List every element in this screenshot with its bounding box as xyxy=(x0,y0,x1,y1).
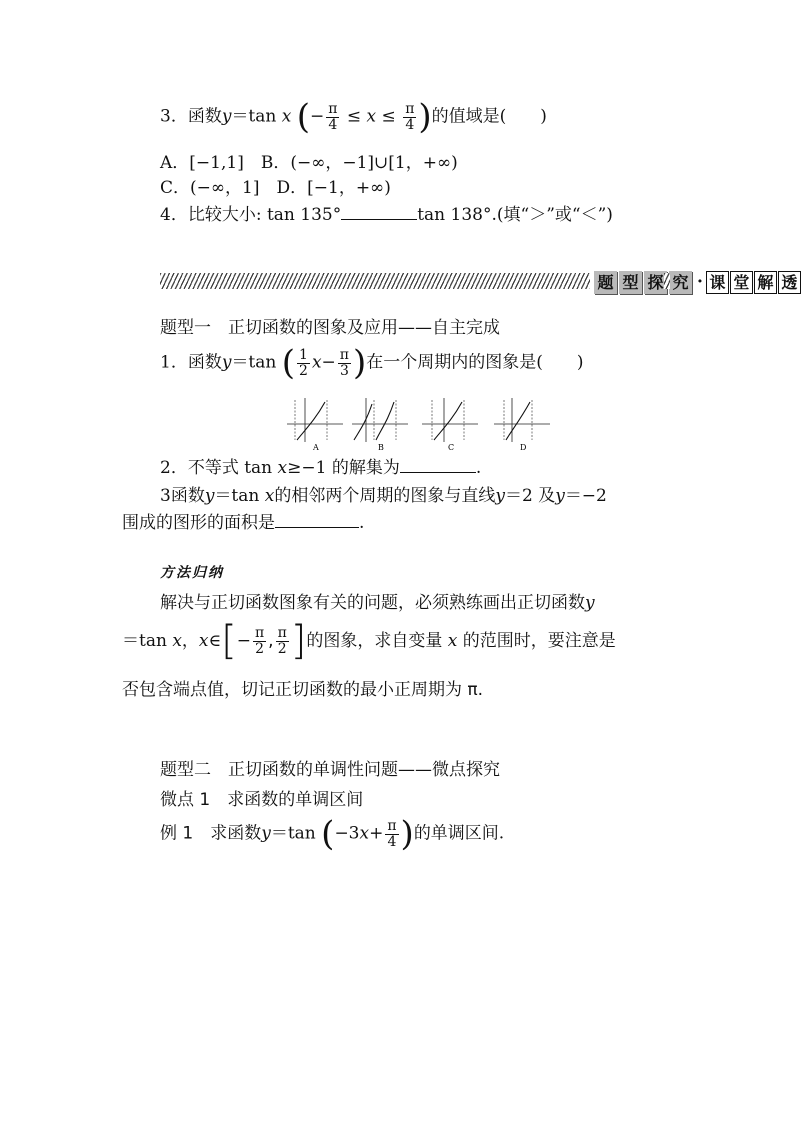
section-banner xyxy=(160,265,798,299)
type1-title: 题型一 正切函数的图象及应用——自主完成 xyxy=(160,318,500,338)
graph-option-c xyxy=(420,396,480,452)
q3-options-line1: A．[−1,1] B．(−∞，−1]∪[1，+∞) xyxy=(160,153,458,173)
answer-blank xyxy=(341,205,417,220)
type1-question-2: 2．不等式 tan x≥−1 的解集为 . xyxy=(160,458,482,478)
example-1: 例 1 求函数y＝tan (−3x+ $\frac{\pi}{4}$ )的单调区间. xyxy=(160,814,505,854)
graph-option-d xyxy=(492,396,552,452)
fraction-pi-over-2: $\frac{\pi}{2}$ xyxy=(277,624,287,657)
type1-question-3-line2: 围成的图形的面积是 . xyxy=(122,513,365,533)
left-paren: ( xyxy=(296,97,311,137)
fraction-pi-over-4: $\frac{\pi}{4}$ xyxy=(387,817,397,850)
fraction-pi-over-4: $\frac{\pi}{4}$ xyxy=(328,100,338,133)
banner-hatch-right xyxy=(664,273,670,289)
banner-title: 题 型 探 究 · 课 堂 解 透 xyxy=(594,265,802,299)
banner-hatch-left xyxy=(160,273,590,289)
method-line1: 解决与正切函数图象有关的问题，必须熟练画出正切函数y xyxy=(160,593,595,613)
graph-label: A xyxy=(313,443,319,452)
question-4: 4．比较大小: tan 135° tan 138°.(填“＞”或“＜”) xyxy=(160,205,613,225)
method-line2: ＝tan x，x∈[− $\frac{\pi}{2}$ , $\frac{\pi}{2}$ ]的图象，求自变量 x 的范围时，要注意是 xyxy=(122,618,616,664)
fraction-pi-over-2: $\frac{\pi}{2}$ xyxy=(254,624,265,657)
type2-subtitle: 微点 1 求函数的单调区间 xyxy=(160,790,364,810)
graph-label: B xyxy=(378,443,384,452)
graph-label: D xyxy=(520,443,527,452)
answer-blank xyxy=(400,458,476,473)
fraction-pi-over-4: $\frac{\pi}{4}$ xyxy=(405,100,415,133)
q3-options-line2: C．(−∞，1] D．[−1，+∞) xyxy=(160,178,391,198)
method-line3: 否包含端点值，切记正切函数的最小正周期为 π. xyxy=(122,680,484,700)
fraction-1-over-2: $\frac{1}{2}$ xyxy=(299,346,308,379)
method-heading: 方法归纳 xyxy=(160,565,224,581)
type2-title: 题型二 正切函数的单调性问题——微点探究 xyxy=(160,760,500,780)
type1-question-1: 1．函数y＝tan ( $\frac{1}{2}$ x− $\frac{\pi}{3}$ )在一个周期内的图象是( ) xyxy=(160,343,584,383)
graph-label: C xyxy=(448,443,455,452)
fraction-pi-over-3: $\frac{\pi}{3}$ xyxy=(339,346,349,379)
right-paren: ) xyxy=(418,97,432,137)
answer-blank xyxy=(275,513,359,528)
type1-question-3-line1: 3函数y＝tan x的相邻两个周期的图象与直线y＝2 及y＝−2 xyxy=(160,486,607,506)
graph-option-a xyxy=(285,396,345,452)
graph-option-b xyxy=(350,396,410,452)
question-3: 3．函数y＝tan x (− $\frac{\pi}{4}$ ≤ x ≤ $\frac{\pi}{4}$ )的值域是( ) xyxy=(160,97,547,137)
